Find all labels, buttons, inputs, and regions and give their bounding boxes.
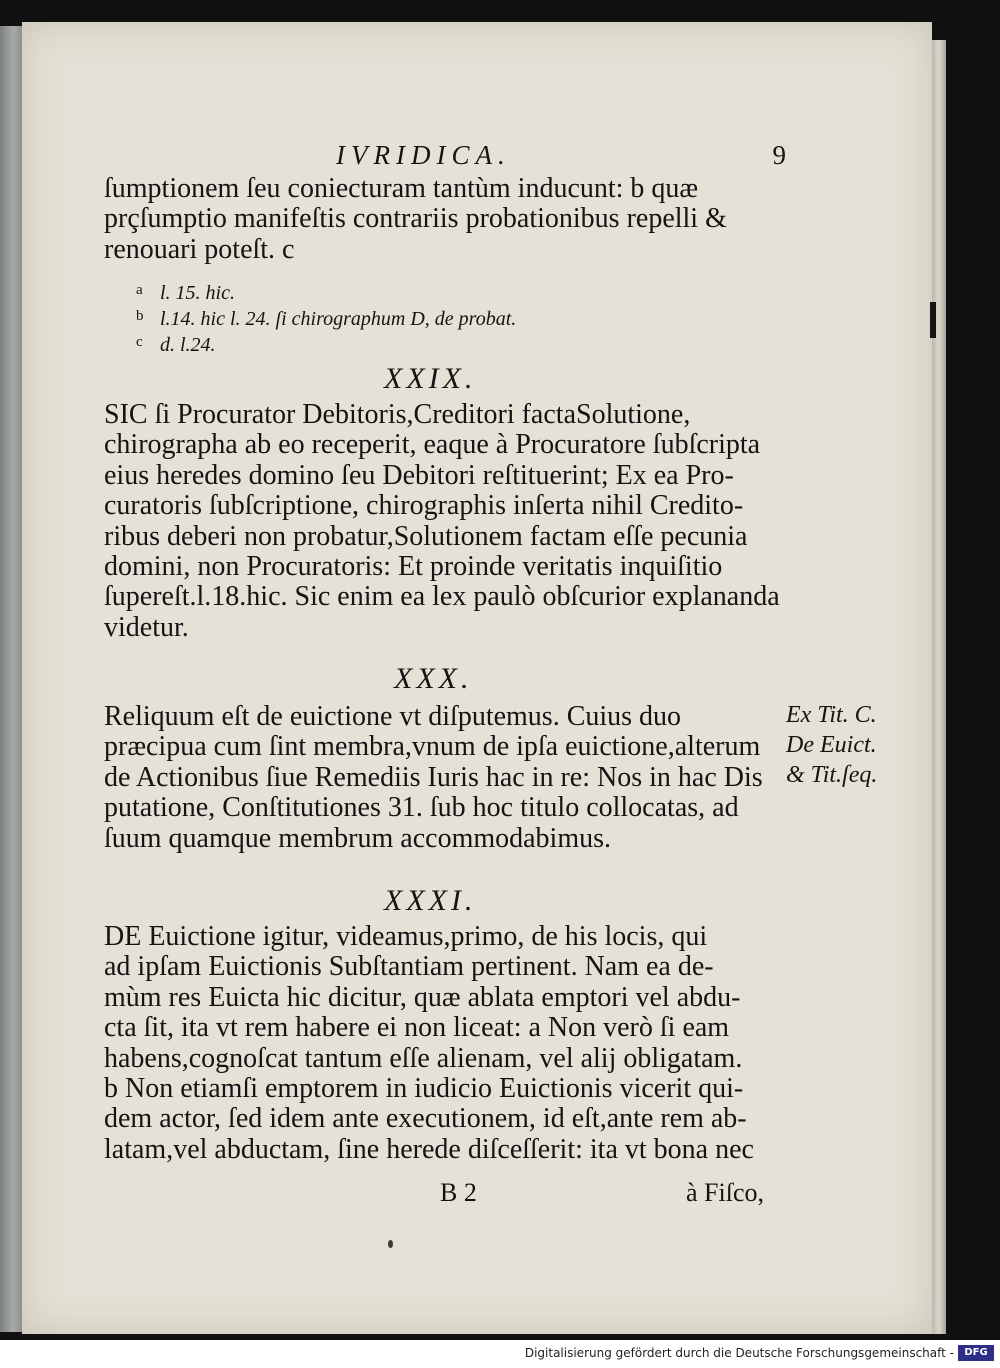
text-line: domini, non Procuratoris: Et proinde veritatis inquiſitio — [104, 550, 723, 582]
running-title: IVRIDICA. — [336, 140, 511, 170]
margin-note-line: & Tit.ſeq. — [786, 762, 878, 788]
edge-mark — [930, 302, 936, 338]
page-speck — [388, 1240, 393, 1248]
footnote-marker: a — [136, 282, 143, 298]
margin-note-line: Ex Tit. C. — [786, 702, 877, 728]
text-line: renouari poteſt. c — [104, 233, 295, 265]
footnote-text: l.14. hic l. 24. ſi chirographum D, de probat. — [160, 308, 517, 330]
text-line: præcipua cum ſint membra,vnum de ipſa euictione,alterum — [104, 731, 761, 763]
text-line: eius heredes domino ſeu Debitori reſtituerint; Ex ea Pro- — [104, 459, 734, 491]
text-line: mùm res Euicta hic dicitur, quæ ablata emptori vel abdu- — [104, 981, 741, 1013]
section-heading: XXXI. — [384, 884, 477, 917]
text-line: ſupereſt.l.18.hic. Sic enim ea lex paulò obſcurior explananda — [104, 581, 780, 613]
text-line: de Actionibus ſiue Remediis Iuris hac in re: Nos in hac Dis — [104, 761, 763, 793]
footnote-marker: b — [136, 308, 144, 324]
footnote — [136, 334, 216, 357]
text-line: ſumptionem ſeu coniecturam tantùm inducunt: b quæ — [104, 173, 699, 204]
section-paragraph — [104, 922, 780, 1165]
footnote — [136, 282, 235, 305]
text-line: chirographa ab eo receperit, eaque à Procuratore ſubſcripta — [104, 429, 761, 461]
text-line: b Non etiamſi emptorem in iudicio Euictionis vicerit qui- — [104, 1072, 744, 1104]
credit-bar — [0, 1340, 1000, 1368]
text-line: Reliquum eſt de euictione vt diſputemus. Cuius duo — [104, 701, 682, 732]
text-line: latam,vel abductam, ſine herede diſceſſerit: ita vt bona nec — [104, 1133, 754, 1165]
text-line: DE Euictione igitur, videamus,primo, de his locis, qui — [104, 921, 708, 952]
footnote — [136, 308, 517, 331]
margin-note — [786, 700, 877, 790]
text-line: ribus deberi non probatur,Solutionem factam eſſe pecunia — [104, 520, 748, 552]
page-number: 9 — [772, 140, 786, 170]
text-line: habens,cognoſcat tantum eſſe alienam, vel alij obligatam. — [104, 1042, 743, 1074]
catchword: à Fiſco, — [686, 1178, 764, 1207]
footnote-text: l. 15. hic. — [160, 282, 235, 304]
page-edge — [932, 40, 946, 1334]
footnote-marker: c — [136, 334, 143, 350]
credit-text: Digitalisierung gefördert durch die Deutsche Forschungsgemeinschaft - — [524, 1346, 954, 1360]
text-line: ſuum quamque membrum accommodabimus. — [104, 822, 612, 854]
section-paragraph — [104, 702, 780, 854]
section-heading: XXIX. — [384, 362, 477, 395]
dfg-logo: DFG — [958, 1345, 994, 1361]
signature-mark: B 2 — [440, 1178, 477, 1207]
text-line: cta ſit, ita vt rem habere ei non liceat: a Non verò ſi eam — [104, 1012, 730, 1044]
margin-note-line: De Euict. — [786, 732, 877, 758]
text-line: prçſumptio manifeſtis contrariis probationibus repelli & — [104, 203, 727, 235]
footnote-text: d. l.24. — [160, 334, 216, 356]
book-spine — [0, 26, 22, 1332]
running-header — [336, 140, 786, 176]
paragraph-continuation — [104, 174, 780, 265]
text-line: videtur. — [104, 611, 189, 643]
text-line: dem actor, ſed idem ante executionem, id eſt,ante rem ab- — [104, 1103, 747, 1135]
text-line: ad ipſam Euictionis Subſtantiam pertinent. Nam ea de- — [104, 951, 714, 983]
text-line: putatione, Conſtitutiones 31. ſub hoc titulo collocatas, ad — [104, 792, 739, 824]
section-heading: XXX. — [394, 662, 473, 695]
text-line: SIC ſi Procurator Debitoris,Creditori factaSolutione, — [104, 399, 691, 430]
text-line: curatoris ſubſcriptione, chirographis inſerta nihil Credito- — [104, 490, 744, 522]
section-paragraph — [104, 400, 780, 643]
